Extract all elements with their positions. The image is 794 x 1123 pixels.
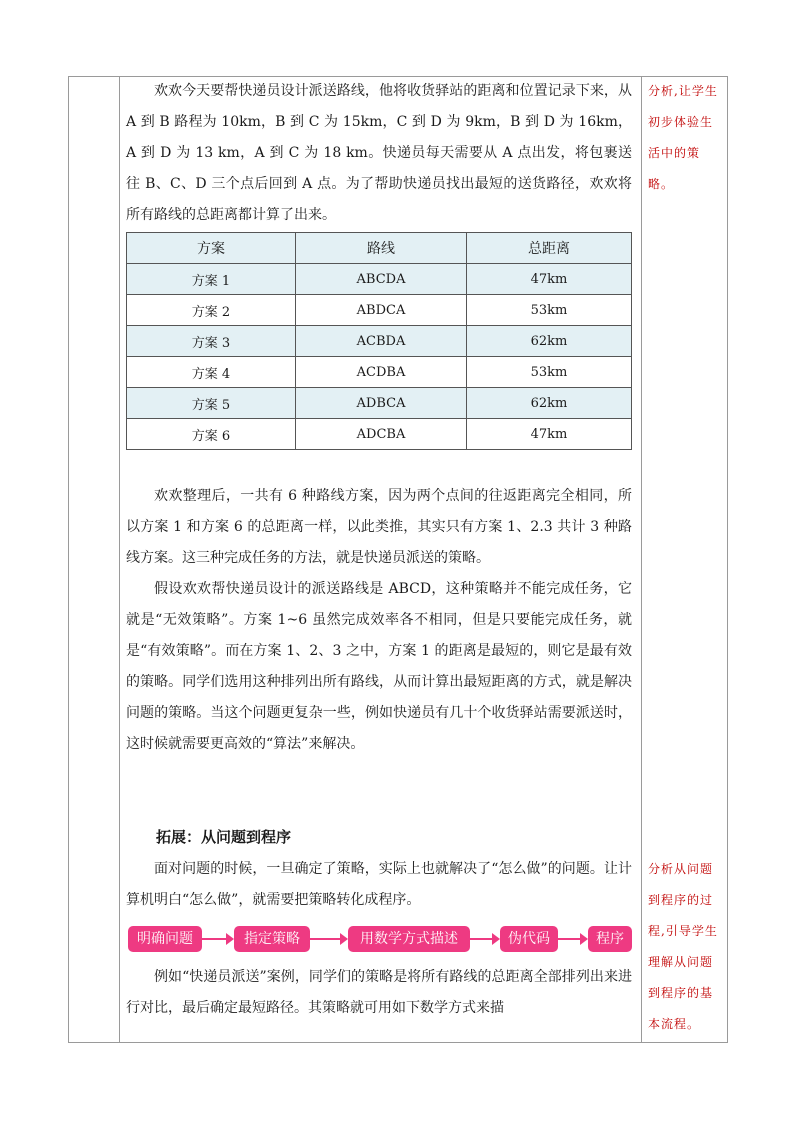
cell-distance: 53km <box>467 295 632 326</box>
route-plan-table <box>126 232 632 450</box>
cell-route: ACDBA <box>296 357 467 388</box>
header-route: 路线 <box>296 233 467 264</box>
paragraph-summary: 欢欢整理后，一共有 6 种路线方案，因为两个点间的往返距离完全相同，所以方案 1 和方案 6 的总距离一样，以此类推，其实只有方案 1、2.3 共计 3 种路线方案。这三种完成任务的方法，就是快递员派送的策略。 <box>126 488 632 566</box>
cell-route: ABCDA <box>296 264 467 295</box>
flow-step-strategy: 指定策略 <box>234 926 310 952</box>
header-plan: 方案 <box>127 233 296 264</box>
cell-route: ADBCA <box>296 388 467 419</box>
cell-distance: 47km <box>467 264 632 295</box>
table-row <box>127 357 632 388</box>
side-note-analysis: 分析,让学生初步体验生活中的策略。 <box>648 84 718 191</box>
cell-distance: 53km <box>467 357 632 388</box>
side-note-process: 分析从问题到程序的过程,引导学生理解从问题到程序的基本流程。 <box>648 862 718 1031</box>
paragraph-problem-to-program: 面对问题的时候，一旦确定了策略，实际上也就解决了“怎么做”的问题。让计算机明白“怎么做”，就需要把策略转化成程序。 <box>126 861 632 908</box>
flow-step-program: 程序 <box>588 926 632 952</box>
flow-step-math-description: 用数学方式描述 <box>348 926 470 952</box>
column-divider-right <box>641 77 642 1042</box>
cell-route: ADCBA <box>296 419 467 450</box>
cell-plan: 方案 2 <box>127 295 296 326</box>
table-header-row <box>127 233 632 264</box>
cell-plan: 方案 5 <box>127 388 296 419</box>
header-distance: 总距离 <box>467 233 632 264</box>
analysis-section <box>126 481 632 760</box>
cell-plan: 方案 4 <box>127 357 296 388</box>
column-divider-left <box>119 77 120 1042</box>
cell-distance: 62km <box>467 326 632 357</box>
flow-step-pseudocode: 伪代码 <box>500 926 558 952</box>
cell-distance: 47km <box>467 419 632 450</box>
table-row <box>127 388 632 419</box>
paragraph-example: 例如“快递员派送”案例，同学们的策略是将所有路线的总距离全部排列出来进行对比，最后确定最短路径。其策略就可用如下数学方式来描 <box>126 969 632 1016</box>
table-row <box>127 264 632 295</box>
cell-plan: 方案 6 <box>127 419 296 450</box>
flow-arrow-icon <box>558 938 586 940</box>
cell-route: ABDCA <box>296 295 467 326</box>
table-row <box>127 326 632 357</box>
flow-arrow-icon <box>310 938 346 940</box>
cell-plan: 方案 1 <box>127 264 296 295</box>
table-row <box>127 419 632 450</box>
intro-paragraph: 欢欢今天要帮快递员设计派送路线，他将收货驿站的距离和位置记录下来，从 A 到 B 路程为 10km，B 到 C 为 15km，C 到 D 为 9km，B 到 D 为 16km，A 到 D 为 13 km，A 到 C 为 18 km。快递员每天需要从 A 点出发，将包裹送往 B、C、D 三个点后回到 A 点。为了帮助快递员找出最短的送货路径，欢欢将所有路线的总距离都计算了出来。 <box>126 83 632 223</box>
paragraph-strategy: 假设欢欢帮快递员设计的派送路线是 ABCD，这种策略并不能完成任务，它就是“无效策略”。方案 1~6 虽然完成效率各不相同，但是只要能完成任务，就是“有效策略”。而在方案 1、2、3 之中，方案 1 的距离是最短的，则它是最有效的策略。同学们选用这种排列出所有路线，从而计算出最短距离的方式，就是解决问题的策略。当这个问题更复杂一些，例如快递员有几十个收货驿站需要派送时，这时候就需要更高效的“算法”来解决。 <box>126 581 632 752</box>
cell-route: ACBDA <box>296 326 467 357</box>
cell-plan: 方案 3 <box>127 326 296 357</box>
cell-distance: 62km <box>467 388 632 419</box>
flow-step-define-problem: 明确问题 <box>128 926 202 952</box>
section-heading: 拓展：从问题到程序 <box>156 828 292 846</box>
flow-arrow-icon <box>202 938 232 940</box>
flow-arrow-icon <box>470 938 498 940</box>
process-flow <box>128 926 632 954</box>
table-row <box>127 295 632 326</box>
